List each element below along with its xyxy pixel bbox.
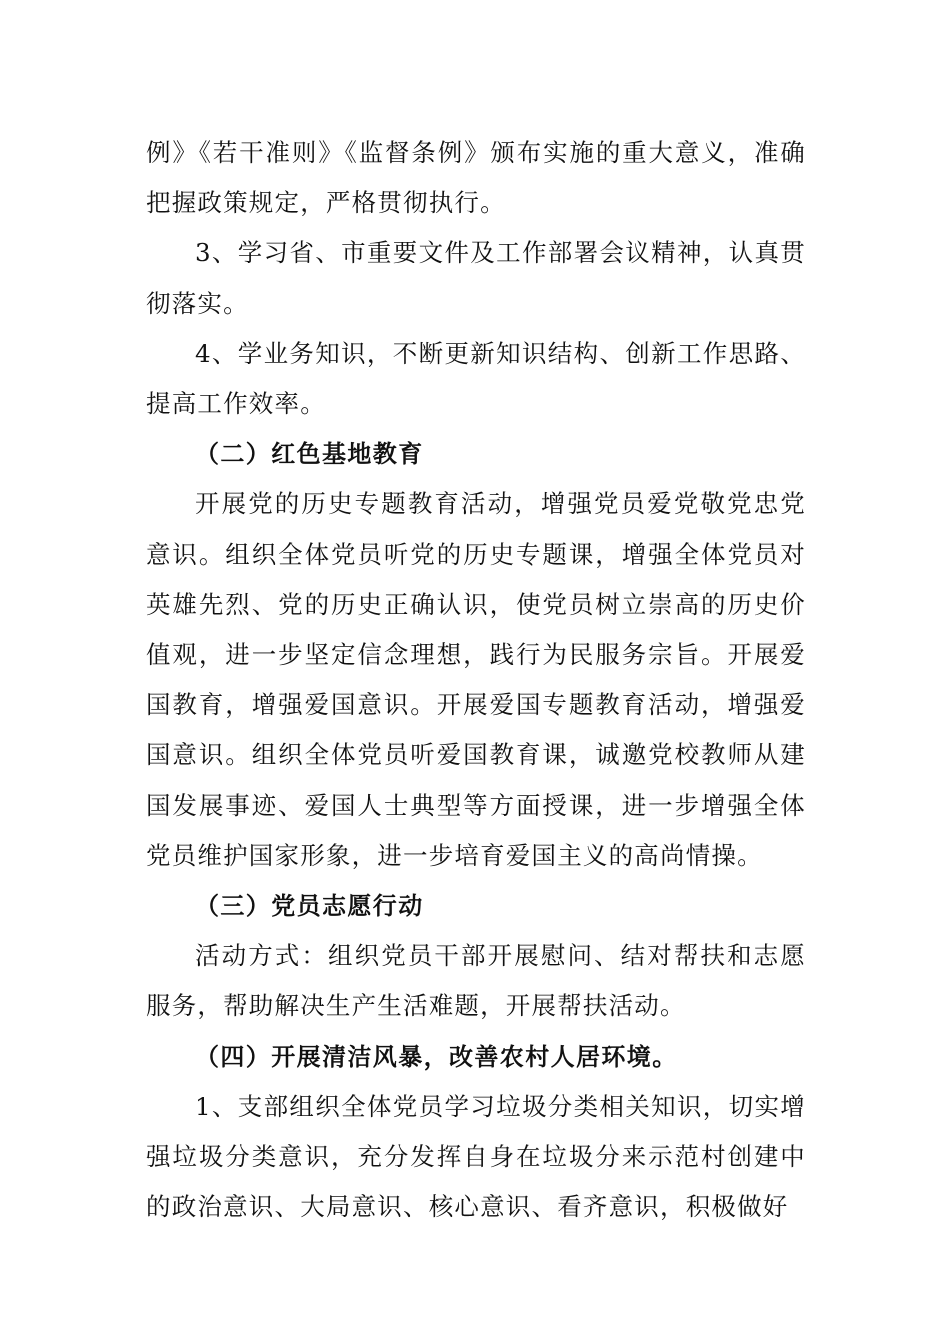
paragraph-garbage-sorting: 1、支部组织全体党员学习垃圾分类相关知识，切实增强垃圾分类意识，充分发挥自身在垃圾分来示范村创建中的政治意识、大局意识、核心意识、看齐意识，积极做好 <box>146 1091 806 1222</box>
paragraph-item-3: 3、学习省、市重要文件及工作部署会议精神，认真贯彻落实。 <box>146 238 806 318</box>
section-heading-3: （三）党员志愿行动 <box>195 892 424 921</box>
paragraph-red-base-education: 开展党的历史专题教育活动，增强党员爱党敬党忠党意识。组织全体党员听党的历史专题课，增强全体党员对英雄先烈、党的历史正确认识，使党员树立崇高的历史价值观，进一步坚定信念理想，践行为民服务宗旨。开展爱国教育，增强爱国意识。开展爱国专题教育活动，增强爱国意识。组织全体党员听爱国教育课，诚邀党校教师从建国发展事迹、爱国人士典型等方面授课，进一步增强全体党员维护国家形象，进一步培育爱国主义的高尚情操。 <box>146 489 806 870</box>
paragraph-continued-regulations: 例》《若干准则》《监督条例》颁布实施的重大意义，准确把握政策规定，严格贯彻执行。 <box>146 138 806 218</box>
paragraph-volunteer-action: 活动方式：组织党员干部开展慰问、结对帮扶和志愿服务，帮助解决生产生活难题，开展帮扶活动。 <box>146 941 806 1021</box>
document-body <box>146 128 806 1232</box>
section-heading-4: （四）开展清洁风暴，改善农村人居环境。 <box>195 1042 678 1071</box>
section-heading-2: （二）红色基地教育 <box>195 440 424 469</box>
paragraph-item-4: 4、学业务知识，不断更新知识结构、创新工作思路、提高工作效率。 <box>146 338 806 419</box>
